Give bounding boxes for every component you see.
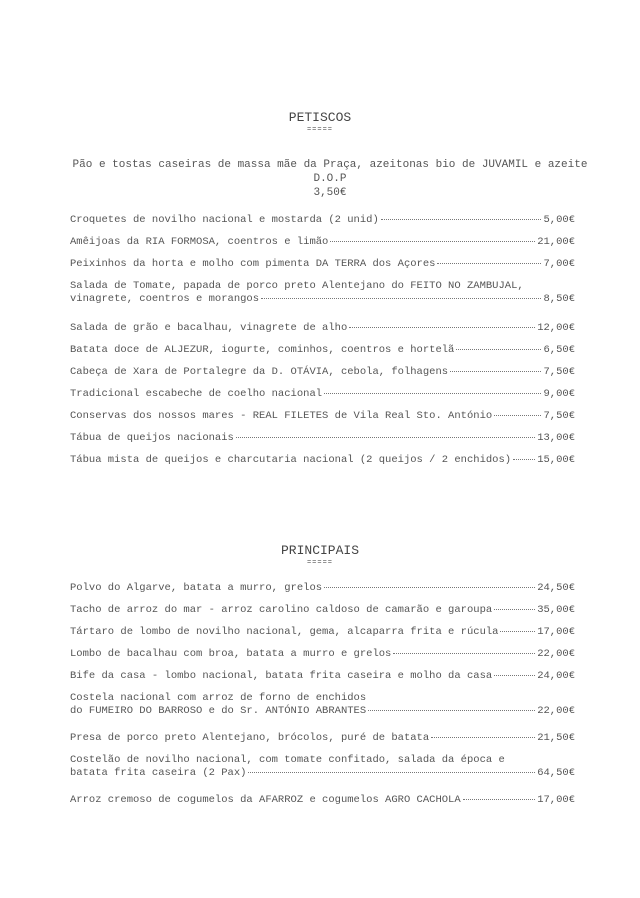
item-name: Cabeça de Xara de Portalegre da D. OTÁVIA, cebola, folhagens xyxy=(70,366,449,378)
menu-item xyxy=(70,432,575,445)
menu-item xyxy=(70,214,575,227)
dot-leader xyxy=(236,437,535,438)
item-price: 7,50€ xyxy=(543,366,575,378)
item-name: Polvo do Algarve, batata a murro, grelos xyxy=(70,582,323,594)
item-name: vinagrete, coentros e morangos xyxy=(70,293,260,305)
dot-leader xyxy=(349,327,535,328)
item-price: 64,50€ xyxy=(537,767,575,779)
item-price: 21,00€ xyxy=(537,236,575,248)
item-name-line1: Costelão de novilho nacional, com tomate confitado, salada da época e xyxy=(70,754,505,766)
dot-leader xyxy=(330,241,535,242)
menu-item xyxy=(70,280,575,306)
menu-item xyxy=(70,626,575,639)
menu-item xyxy=(70,410,575,423)
item-price: 22,00€ xyxy=(537,705,575,717)
intro-bread-item xyxy=(70,158,590,200)
dot-leader xyxy=(324,587,535,588)
item-price: 7,00€ xyxy=(543,258,575,270)
item-price: 5,00€ xyxy=(543,214,575,226)
item-price: 13,00€ xyxy=(537,432,575,444)
item-name: Croquetes de novilho nacional e mostarda (2 unid) xyxy=(70,214,379,226)
intro-text: Pão e tostas caseiras de massa mãe da Praça, azeitonas bio de JUVAMIL e azeite D.O.P xyxy=(72,159,588,185)
item-price: 22,00€ xyxy=(537,648,575,660)
menu-item xyxy=(70,794,575,807)
menu-item xyxy=(70,582,575,595)
dot-leader xyxy=(494,415,541,416)
section-title-principais: PRINCIPAIS xyxy=(280,543,359,558)
dot-leader xyxy=(324,393,541,394)
item-name: Tábua de queijos nacionais xyxy=(70,432,234,444)
dot-leader xyxy=(450,371,541,372)
item-name: do FUMEIRO DO BARROSO e do Sr. ANTÓNIO ABRANTES xyxy=(70,705,367,717)
menu-item xyxy=(70,258,575,271)
menu-item xyxy=(70,648,575,661)
item-name: Salada de grão e bacalhau, vinagrete de alho xyxy=(70,322,348,334)
menu-item xyxy=(70,322,575,335)
item-name: Amêijoas da RIA FORMOSA, coentros e limão xyxy=(70,236,329,248)
menu-item xyxy=(70,732,575,745)
item-price: 12,00€ xyxy=(537,322,575,334)
menu-item xyxy=(70,344,575,357)
dot-leader xyxy=(381,219,542,220)
item-price: 17,00€ xyxy=(537,626,575,638)
item-price: 24,00€ xyxy=(537,670,575,682)
menu-item xyxy=(70,692,575,718)
dot-leader xyxy=(261,298,541,299)
dot-leader xyxy=(456,349,541,350)
section-divider-principais: ===== xyxy=(306,559,333,567)
menu-item xyxy=(70,454,575,467)
item-price: 35,00€ xyxy=(537,604,575,616)
item-price: 7,50€ xyxy=(543,410,575,422)
item-name: Tacho de arroz do mar - arroz carolino caldoso de camarão e garoupa xyxy=(70,604,493,616)
dot-leader xyxy=(393,653,535,654)
dot-leader xyxy=(437,263,541,264)
item-name: Presa de porco preto Alentejano, brócolos, puré de batata xyxy=(70,732,430,744)
item-name-line1: Salada de Tomate, papada de porco preto Alentejano do FEITO NO ZAMBUJAL, xyxy=(70,280,524,292)
item-price: 21,50€ xyxy=(537,732,575,744)
dot-leader xyxy=(431,737,535,738)
item-price: 9,00€ xyxy=(543,388,575,400)
dot-leader xyxy=(500,631,535,632)
menu-item xyxy=(70,604,575,617)
dot-leader xyxy=(463,799,536,800)
item-price: 24,50€ xyxy=(537,582,575,594)
item-name: Conservas dos nossos mares - REAL FILETES de Vila Real Sto. António xyxy=(70,410,493,422)
intro-price: 3,50€ xyxy=(313,187,347,199)
item-name: Tradicional escabeche de coelho nacional xyxy=(70,388,323,400)
dot-leader xyxy=(368,710,535,711)
dot-leader xyxy=(248,772,535,773)
menu-item xyxy=(70,366,575,379)
menu-item xyxy=(70,754,575,780)
item-price: 15,00€ xyxy=(537,454,575,466)
item-name-line1: Costela nacional com arroz de forno de enchidos xyxy=(70,692,367,704)
item-name: Bife da casa - lombo nacional, batata frita caseira e molho da casa xyxy=(70,670,493,682)
item-name: Peixinhos da horta e molho com pimenta DA TERRA dos Açores xyxy=(70,258,436,270)
item-name: Arroz cremoso de cogumelos da AFARROZ e cogumelos AGRO CACHOLA xyxy=(70,794,461,806)
item-name: Batata doce de ALJEZUR, iogurte, cominhos, coentros e hortelã xyxy=(70,344,455,356)
item-name: batata frita caseira (2 Pax) xyxy=(70,767,247,779)
menu-item xyxy=(70,388,575,401)
item-price: 17,00€ xyxy=(537,794,575,806)
item-price: 6,50€ xyxy=(543,344,575,356)
item-name: Tábua mista de queijos e charcutaria nacional (2 queijos / 2 enchidos) xyxy=(70,454,512,466)
section-divider-petiscos: ===== xyxy=(306,126,333,134)
section-title-petiscos: PETISCOS xyxy=(288,110,352,125)
menu-item xyxy=(70,236,575,249)
item-price: 8,50€ xyxy=(543,293,575,305)
dot-leader xyxy=(494,609,535,610)
menu-item xyxy=(70,670,575,683)
item-name: Tártaro de lombo de novilho nacional, gema, alcaparra frita e rúcula xyxy=(70,626,499,638)
dot-leader xyxy=(494,675,535,676)
dot-leader xyxy=(513,459,535,460)
item-name: Lombo de bacalhau com broa, batata a murro e grelos xyxy=(70,648,392,660)
